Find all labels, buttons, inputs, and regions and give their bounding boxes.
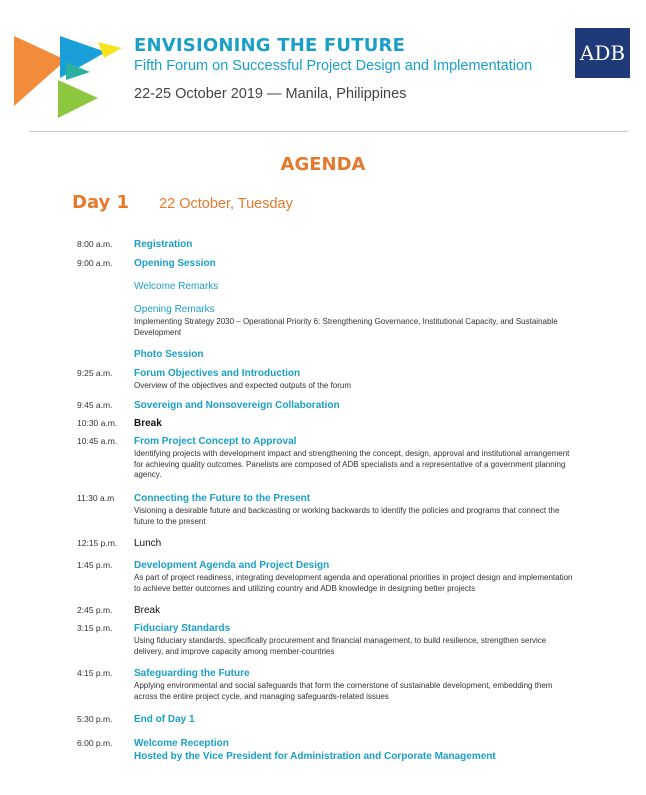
agenda-time: 12:15 p.m. [77,538,118,548]
agenda-title: AGENDA [280,154,366,175]
forum-title: ENVISIONING THE FUTURE [134,35,406,56]
agenda-session-title: Break [134,605,161,616]
agenda-session-title: Break [134,418,162,429]
agenda-time: 11:30 a.m [77,493,115,503]
forum-logo [14,28,124,120]
agenda-session-description: Implementing Strategy 2030 – Operational Priority 6: Strengthening Governance, Institutional Capacity, and Sustainable Development [134,317,558,337]
header-divider [30,131,628,132]
agenda-session-title: Fiduciary Standards [134,623,231,634]
agenda-session-title: From Project Concept to Approval [134,436,297,447]
agenda-time: 9:45 a.m. [77,400,113,410]
agenda-session-title: Photo Session [134,349,204,360]
logo-green-triangle [58,80,98,118]
day-label: Day 1 [72,192,130,213]
agenda-session-description: Identifying projects with development impact and strengthening the concept, design, approval and institutional arrangement for achieving quality outcomes. Panelists are composed of ADB specialists and a representative of a government planning agency. [134,449,570,479]
agenda-session-description: As part of project readiness, integrating development agenda and operational priorities in project design and implementation to achieve better outcomes and utilizing country and ADB knowledge in designing better projects [134,573,573,593]
agenda-session-title: Opening Remarks [134,304,215,315]
forum-dates: 22-25 October 2019 — Manila, Philippines [134,86,407,102]
agenda-session-title: Development Agenda and Project Design [134,560,330,571]
agenda-time: 1:45 p.m. [77,560,113,570]
agenda-session-title: Forum Objectives and Introduction [134,368,301,379]
agenda-time: 5:30 p.m. [77,714,113,724]
header [134,35,532,102]
agenda-time: 9:00 a.m. [77,258,113,268]
agenda-time: 6:00 p.m. [77,738,113,748]
forum-subtitle: Fifth Forum on Successful Project Design and Implementation [134,58,533,74]
adb-logo: ADB [575,28,630,78]
agenda-time: 2:45 p.m. [77,605,113,615]
agenda-session-title: Safeguarding the Future [134,668,250,679]
agenda-session-title: Registration [134,239,193,250]
agenda-session-title: Welcome Reception [134,738,229,749]
agenda-session-title: Opening Session [134,258,216,269]
agenda-time: 8:00 a.m. [77,239,113,249]
agenda-time: 4:15 p.m. [77,668,113,678]
agenda-session-title: End of Day 1 [134,714,195,725]
logo-yellow-triangle [98,42,122,58]
agenda-session-description: Overview of the objectives and expected outputs of the forum [134,381,352,390]
agenda-session-title: Sovereign and Nonsovereign Collaboration [134,400,340,411]
agenda-session-description: Visioning a desirable future and backcasting or working backwards to identify the policies and programs that connect the future to the present [134,506,560,526]
agenda-time: 3:15 p.m. [77,623,113,633]
agenda-session-title: Connecting the Future to the Present [134,493,311,504]
agenda-time: 10:30 a.m. [77,418,118,428]
agenda-time: 10:45 a.m. [77,436,118,446]
agenda-session-title: Lunch [134,538,162,549]
day-date: 22 October, Tuesday [159,196,293,212]
agenda-session-description: Using fiduciary standards, specifically procurement and financial management, to build resilience, strengthen service delivery, and improve capacity among member-countries [134,636,547,656]
agenda-session-title: Welcome Remarks [134,281,219,292]
agenda-time: 9:25 a.m. [77,368,113,378]
agenda-session-subtitle: Hosted by the Vice President for Administration and Corporate Management [134,751,496,762]
day-heading [72,192,293,213]
agenda-session-description: Applying environmental and social safeguards that form the cornerstone of sustainable development, embedding them across the entire project cycle, and managing safeguards-related issues [134,681,553,701]
